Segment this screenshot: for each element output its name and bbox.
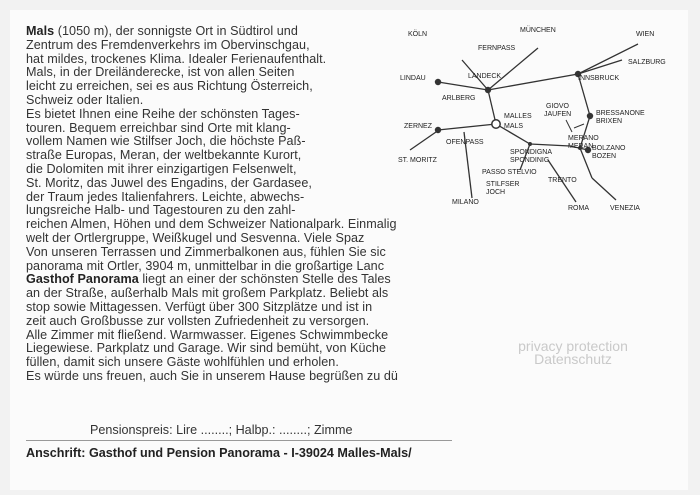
map-label-brixen: BRIXEN (596, 118, 623, 125)
divider (26, 440, 452, 441)
text-line: Es würde uns freuen, auch Sie in unserem Hause begrüßen zu dü (26, 368, 398, 383)
map-label-innsbruck: INNSBRUCK (578, 75, 620, 82)
text-line: Mals (1050 m), der sonnigste Ort in Südtirol und (26, 25, 298, 38)
map-label-spondigna: SPONDIGNA (510, 149, 553, 156)
map-label-ofenpass: OFENPASS (446, 139, 484, 146)
map-label-meran: MERAN (568, 143, 594, 150)
map-label-arlberg: ARLBERG (442, 95, 476, 102)
text-line: hat mildes, trockenes Klima. Idealer Ferienaufenthalt. (26, 51, 327, 66)
text-line: Zentrum des Fremdenverkehrs im Obervinschgau, (26, 37, 310, 52)
text-line: panorama mit Ortler, 3904 m, unmittelbar in die großartige Lanc (26, 258, 385, 273)
text-line: die Dolomiten mit ihrer einzigartigen Felsenwelt, (26, 161, 297, 176)
map-label-stelvio: PASSO STELVIO (482, 169, 537, 176)
text-line: zeit auch Großbusse zur vollsten Zufriedenheit zu versorgen. (26, 313, 370, 328)
map-label-joch: JOCH (486, 189, 506, 196)
map-label-lindau: LINDAU (400, 75, 426, 82)
map-label-giovo: GIOVO (546, 103, 569, 110)
text-line: touren. Bequem erreichbar sind Orte mit klang- (26, 120, 291, 135)
text-line: stop sowie Mittagessen. Verfügt über 300 Sitzplätze und ist in (26, 299, 373, 314)
text-line: reichen Almen, Höhen und dem Schweizer Nationalpark. Einmalig (26, 217, 397, 232)
route-map (380, 20, 680, 220)
map-label-bressanone: BRESSANONE (596, 110, 645, 117)
map-label-jaufen: JAUFEN (544, 111, 572, 118)
map-label-fernpass: FERNPASS (478, 45, 516, 52)
text-line: St. Moritz, das Juwel des Engadins, der Gardasee, (26, 175, 312, 190)
address-line: Anschrift: Gasthof und Pension Panorama - I-39024 Malles-Mals/ (26, 446, 412, 460)
watermark-line-1: privacy protection (518, 338, 628, 354)
map-label-venezia: VENEZIA (610, 205, 640, 212)
map-label-merano: MERANO (568, 135, 599, 142)
watermark (500, 340, 646, 366)
text-line: straße Europas, Meran, der weltbekannte Kurort, (26, 148, 302, 163)
map-label-spondinig: SPONDINIG (510, 157, 550, 164)
price-line: Pensionspreis: Lire ........; Halbp.: ........; Zimme (90, 423, 353, 437)
map-label-milano: MILANO (452, 199, 479, 206)
map-label-landeck: LANDECK (468, 73, 502, 80)
text-line: Von unseren Terrassen und Zimmerbalkonen aus, fühlen Sie sic (26, 244, 386, 259)
map-label-bozen: BOZEN (592, 153, 617, 160)
text-line: an der Straße, außerhalb Mals mit großem Parkplatz. Beliebt als (26, 286, 389, 301)
map-label-mals: MALS (504, 123, 524, 130)
map-label-koln: KÖLN (408, 31, 428, 38)
text-line: Mals, in der Dreiländerecke, ist von allen Seiten (26, 65, 295, 80)
text-line: lungsreiche Halb- und Tagestouren zu den zahl- (26, 203, 296, 218)
watermark-line-2: Datenschutz (534, 351, 612, 367)
map-label-roma: ROMA (568, 205, 589, 212)
map-label-trento: TRENTO (548, 177, 577, 184)
text-line: Schweiz oder Italien. (26, 92, 144, 107)
map-label-salzburg: SALZBURG (628, 59, 666, 66)
text-line: Alle Zimmer mit fließend. Warmwasser. Eigenes Schwimmbecke (26, 327, 389, 342)
map-label-malles: MALLES (504, 113, 532, 120)
map-label-zernez: ZERNEZ (404, 123, 432, 130)
text-line: vollem Namen wie Stilfser Joch, die höchste Paß- (26, 134, 306, 149)
map-label-munchen: MÜNCHEN (520, 27, 556, 34)
map-label-stilfser: STILFSER (486, 181, 520, 188)
text-line: leicht zu erreichen, sei es aus Richtung Österreich, (26, 79, 313, 94)
map-label-wien: WIEN (636, 31, 655, 38)
text-line: Liegewiese. Parkplatz und Garage. Wir sind bemüht, von Küche (26, 341, 387, 356)
map-label-stmoritz: ST. MORITZ (398, 157, 437, 164)
text-line: der Traum jedes Italienfahrers. Leichte, abwechs- (26, 189, 305, 204)
text-line: Es bietet Ihnen eine Reihe der schönsten Tages- (26, 106, 300, 121)
text-line: welt der Ortlergruppe, Weißkugel und Sesvenna. Viele Spaz (26, 230, 365, 245)
text-line: Gasthof Panorama liegt an einer der schönsten Stelle des Tales (26, 272, 391, 287)
text-line: füllen, damit sich unsere Gäste wohlfühlen und erholen. (26, 355, 339, 370)
map-label-bolzano: BOLZANO (592, 145, 626, 152)
